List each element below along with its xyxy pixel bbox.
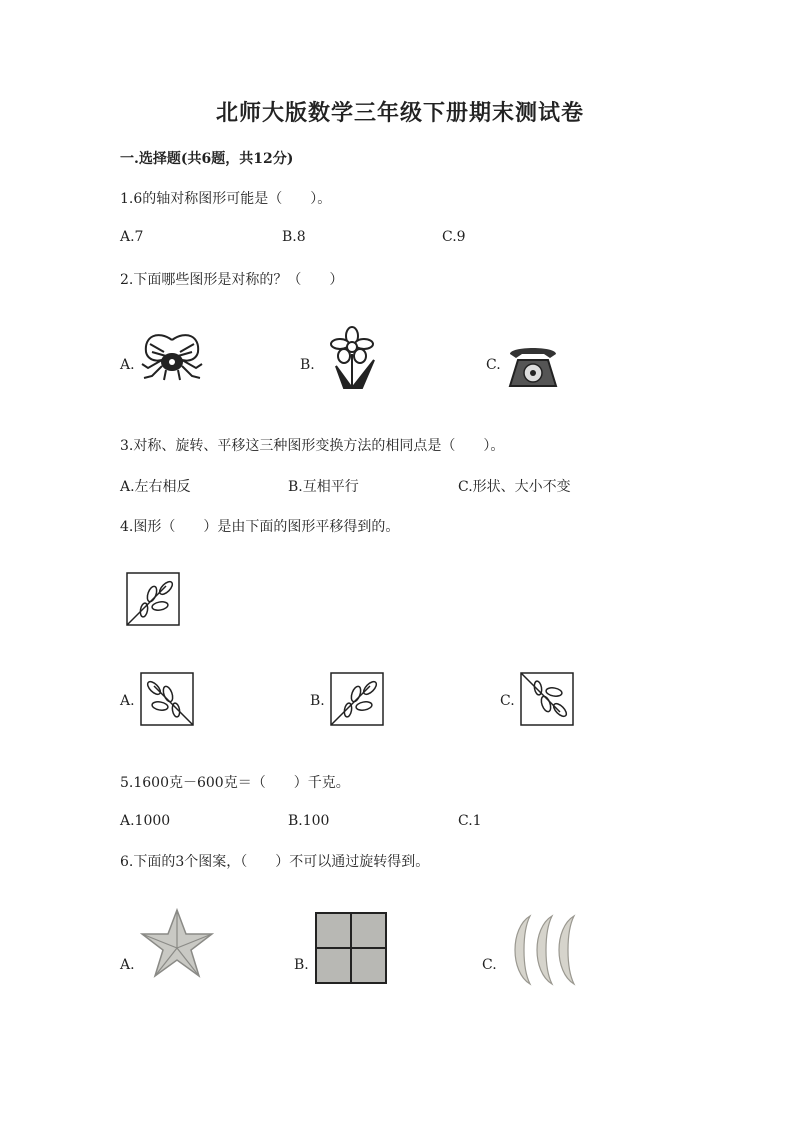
leaf-branch-original-figure	[126, 572, 180, 626]
star-icon	[140, 908, 214, 980]
q5-option-b[interactable]: B.100	[288, 813, 330, 829]
q2-option-a[interactable]: A.	[120, 357, 135, 373]
q1-option-c[interactable]: C.9	[442, 229, 466, 245]
question-1: 1.6的轴对称图形可能是（ ）。	[120, 191, 332, 207]
q2-option-c[interactable]: C.	[486, 357, 501, 373]
question-5: 5.1600克－600克＝（ ）千克。	[120, 775, 350, 791]
question-2: 2.下面哪些图形是对称的？（ ）	[120, 272, 344, 288]
leaf-branch-option-c	[520, 672, 574, 726]
crescents-icon	[504, 914, 586, 986]
flower-icon	[322, 326, 382, 390]
q4-option-a[interactable]: A.	[120, 693, 135, 709]
q5-option-a[interactable]: A.1000	[120, 813, 171, 829]
q6-option-b[interactable]: B.	[294, 957, 309, 973]
q1-option-a[interactable]: A.7	[120, 229, 144, 245]
leaf-branch-option-b	[330, 672, 384, 726]
q3-option-a[interactable]: A.左右相反	[120, 479, 191, 495]
leaf-branch-option-a	[140, 672, 194, 726]
q3-option-c[interactable]: C.形状、大小不变	[458, 479, 571, 495]
q5-option-c[interactable]: C.1	[458, 813, 482, 829]
q4-option-b[interactable]: B.	[310, 693, 325, 709]
section-heading: 一.选择题(共6题，共12分)	[120, 151, 294, 167]
four-squares-icon	[315, 912, 387, 984]
telephone-icon	[506, 344, 560, 390]
q2-option-b[interactable]: B.	[300, 357, 315, 373]
page-title: 北师大版数学三年级下册期末测试卷	[215, 100, 584, 126]
question-3: 3.对称、旋转、平移这三种图形变换方法的相同点是（ ）。	[120, 438, 505, 454]
q6-option-a[interactable]: A.	[120, 957, 135, 973]
beetle-icon	[138, 330, 206, 384]
question-4: 4.图形（ ）是由下面的图形平移得到的。	[120, 519, 400, 535]
q1-option-b[interactable]: B.8	[282, 229, 306, 245]
q6-option-c[interactable]: C.	[482, 957, 497, 973]
question-6: 6.下面的3个图案，（ ）不可以通过旋转得到。	[120, 854, 430, 870]
q3-option-b[interactable]: B.互相平行	[288, 479, 359, 495]
q4-option-c[interactable]: C.	[500, 693, 515, 709]
